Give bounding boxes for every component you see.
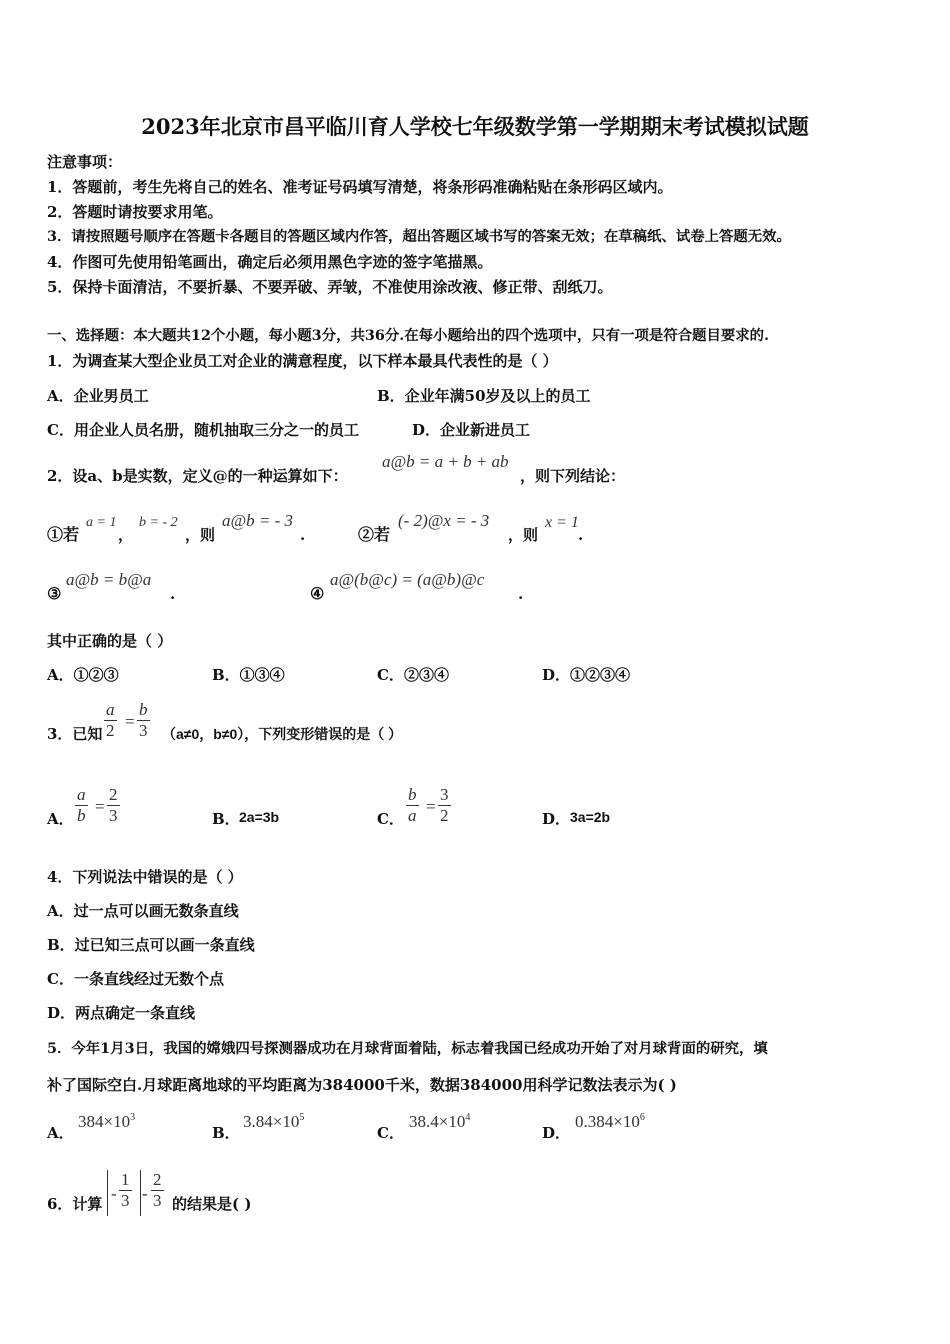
q3-option-d-label: D． [542, 810, 571, 828]
q4-option-b: B．过已知三点可以画一条直线 [47, 936, 255, 954]
q5-option-b-value: $3.84\times 10^5$ [243, 1112, 305, 1131]
question-1-stem: 1．为调查某大型企业员工对企业的满意程度，以下样本最具代表性的是（ ） [47, 352, 558, 370]
q5-option-a-value: $384\times 10^3$ [78, 1112, 136, 1131]
q2-s1-comma: ， [118, 526, 134, 544]
q5-option-a-label: A． [47, 1124, 74, 1142]
q5-option-c-value: $38.4\times 10^4$ [409, 1112, 471, 1131]
q2-s4-expression: a@(b@c) = (a@b)@c [330, 570, 485, 589]
q3-stem-post: （a≠0，b≠0），下列变形错误的是（ ） [162, 726, 403, 742]
q2-option-d: D．①②③④ [542, 666, 631, 684]
q4-option-a: A．过一点可以画无数条直线 [47, 902, 239, 920]
numerator: 2 [109, 785, 118, 804]
q2-s3-expression: a@b = b@a [66, 570, 152, 589]
page-title: 2023年北京市昌平临川育人学校七年级数学第一学期期末考试模拟试题 [141, 114, 809, 139]
q3-option-a-label: A． [47, 810, 74, 828]
q3-option-a-lhs [75, 785, 88, 826]
question-2-stem: 2．设a、b是实数，定义@的一种运算如下： [47, 467, 348, 485]
q2-s1-result: a@b = - 3 [222, 511, 294, 530]
numerator: 1 [121, 1170, 130, 1189]
q5-option-c-label: C． [377, 1124, 404, 1142]
q3-fraction-b-over-3 [137, 700, 150, 741]
notice-item: 4．作图可先使用铅笔画出，确定后必须用黑色字迹的签字笔描黑。 [47, 253, 493, 271]
section-heading: 一、选择题：本大题共12个小题，每小题3分，共36分.在每小题给出的四个选项中，只有一项是符合题目要求的. [47, 327, 770, 344]
numerator: 3 [440, 785, 449, 804]
denominator: a [408, 806, 417, 825]
q2-statement-4-label: ④ [310, 584, 325, 603]
q2-statement-2-label: ②若 [358, 525, 391, 544]
q3-option-b-value: 2a=3b [239, 809, 280, 825]
q6-fraction-2-over-3 [151, 1170, 164, 1211]
numerator: a [77, 785, 86, 804]
q2-s2-end: . [578, 526, 584, 544]
denominator: 3 [109, 806, 118, 825]
notice-item: 1．答题前，考生先将自己的姓名、准考证号码填写清楚，将条形码准确粘贴在条形码区域内。 [47, 178, 673, 196]
q2-s2-then: ，则 [508, 526, 539, 544]
q2-s1-condition-a: a = 1 [86, 515, 117, 530]
numerator: 2 [153, 1170, 162, 1189]
q3-option-c-label: C． [377, 810, 404, 828]
denominator: 3 [121, 1191, 130, 1210]
numerator: b [408, 785, 417, 804]
q3-option-d-value: 3a=2b [570, 809, 611, 825]
question-3-stem: 3．已知 [47, 725, 103, 743]
denominator: 2 [106, 721, 115, 740]
q2-option-c: C．②③④ [377, 666, 449, 684]
q2-option-a: A．①②③ [47, 666, 119, 684]
numerator: a [106, 700, 115, 719]
q2-s1-condition-b: b = - 2 [139, 515, 178, 530]
question-5-line-1: 5．今年1月3日，我国的嫦娥四号探测器成功在月球背面着陆，标志着我国已经成功开始了对月球背面的研究，填 [47, 1040, 768, 1057]
q2-s2-condition: (- 2)@x = - 3 [398, 511, 490, 530]
q2-s3-end: . [170, 585, 176, 603]
q4-option-d: D．两点确定一条直线 [47, 1004, 196, 1022]
q3-option-a-rhs [107, 785, 120, 826]
q3-option-c-lhs [406, 785, 419, 826]
notice-item: 3．请按照题号顺序在答题卡各题目的答题区域内作答，超出答题区域书写的答案无效；在草稿纸、试卷上答题无效。 [47, 228, 791, 245]
q2-s1-then: ，则 [185, 526, 216, 544]
q5-option-b-label: B． [212, 1124, 240, 1142]
q3-option-b-label: B． [212, 810, 240, 828]
q3-fraction-a-over-2 [104, 700, 117, 741]
q2-s4-end: . [518, 585, 524, 603]
q1-option-d: D．企业新进员工 [412, 421, 531, 439]
denominator: 3 [139, 721, 148, 740]
question-5-line-2: 补了国际空白.月球距离地球的平均距离为384000千米，数据384000用科学记数法表示为( ) [47, 1076, 677, 1094]
q2-option-b: B．①③④ [212, 666, 285, 684]
notice-item: 2．答题时请按要求用笔。 [47, 203, 223, 221]
q5-option-d-label: D． [542, 1124, 571, 1142]
question-6-stem: 6．计算 [47, 1195, 103, 1213]
numerator: b [139, 700, 148, 719]
q3-a-equals: = [95, 797, 105, 816]
q1-option-c: C．用企业人员名册，随机抽取三分之一的员工 [47, 421, 359, 439]
q6-fraction-1-over-3 [119, 1170, 132, 1211]
q6-stem-post: 的结果是( ) [172, 1195, 252, 1213]
notice-heading: 注意事项： [47, 153, 123, 171]
q2-statement-3-label: ③ [47, 584, 62, 603]
q4-option-c: C．一条直线经过无数个点 [47, 970, 224, 988]
q2-which-correct: 其中正确的是（ ） [47, 632, 173, 650]
q2-definition-formula: a@b = a + b + ab [382, 452, 509, 471]
denominator: 2 [440, 806, 449, 825]
q2-stem-post: ，则下列结论： [520, 467, 626, 485]
denominator: 3 [153, 1191, 162, 1210]
q1-option-a: A．企业男员工 [47, 387, 149, 405]
q2-s1-end: . [300, 526, 306, 544]
denominator: b [77, 806, 86, 825]
q6-minus-2: - [142, 1184, 148, 1203]
notice-item: 5．保持卡面清洁，不要折暴、不要弄破、弄皱，不准使用涂改液、修正带、刮纸刀。 [47, 278, 613, 296]
q2-s2-result: x = 1 [545, 514, 579, 531]
question-4-stem: 4．下列说法中错误的是（ ） [47, 868, 243, 886]
q1-option-b: B．企业年满50岁及以上的员工 [377, 387, 591, 405]
q5-option-d-value: $0.384\times 10^6$ [575, 1112, 645, 1131]
q3-equals-sign: = [125, 712, 135, 731]
q3-c-equals: = [426, 797, 436, 816]
q6-minus-1: - [111, 1184, 117, 1203]
q3-option-c-rhs [438, 785, 451, 826]
q2-statement-1-label: ①若 [47, 525, 80, 544]
